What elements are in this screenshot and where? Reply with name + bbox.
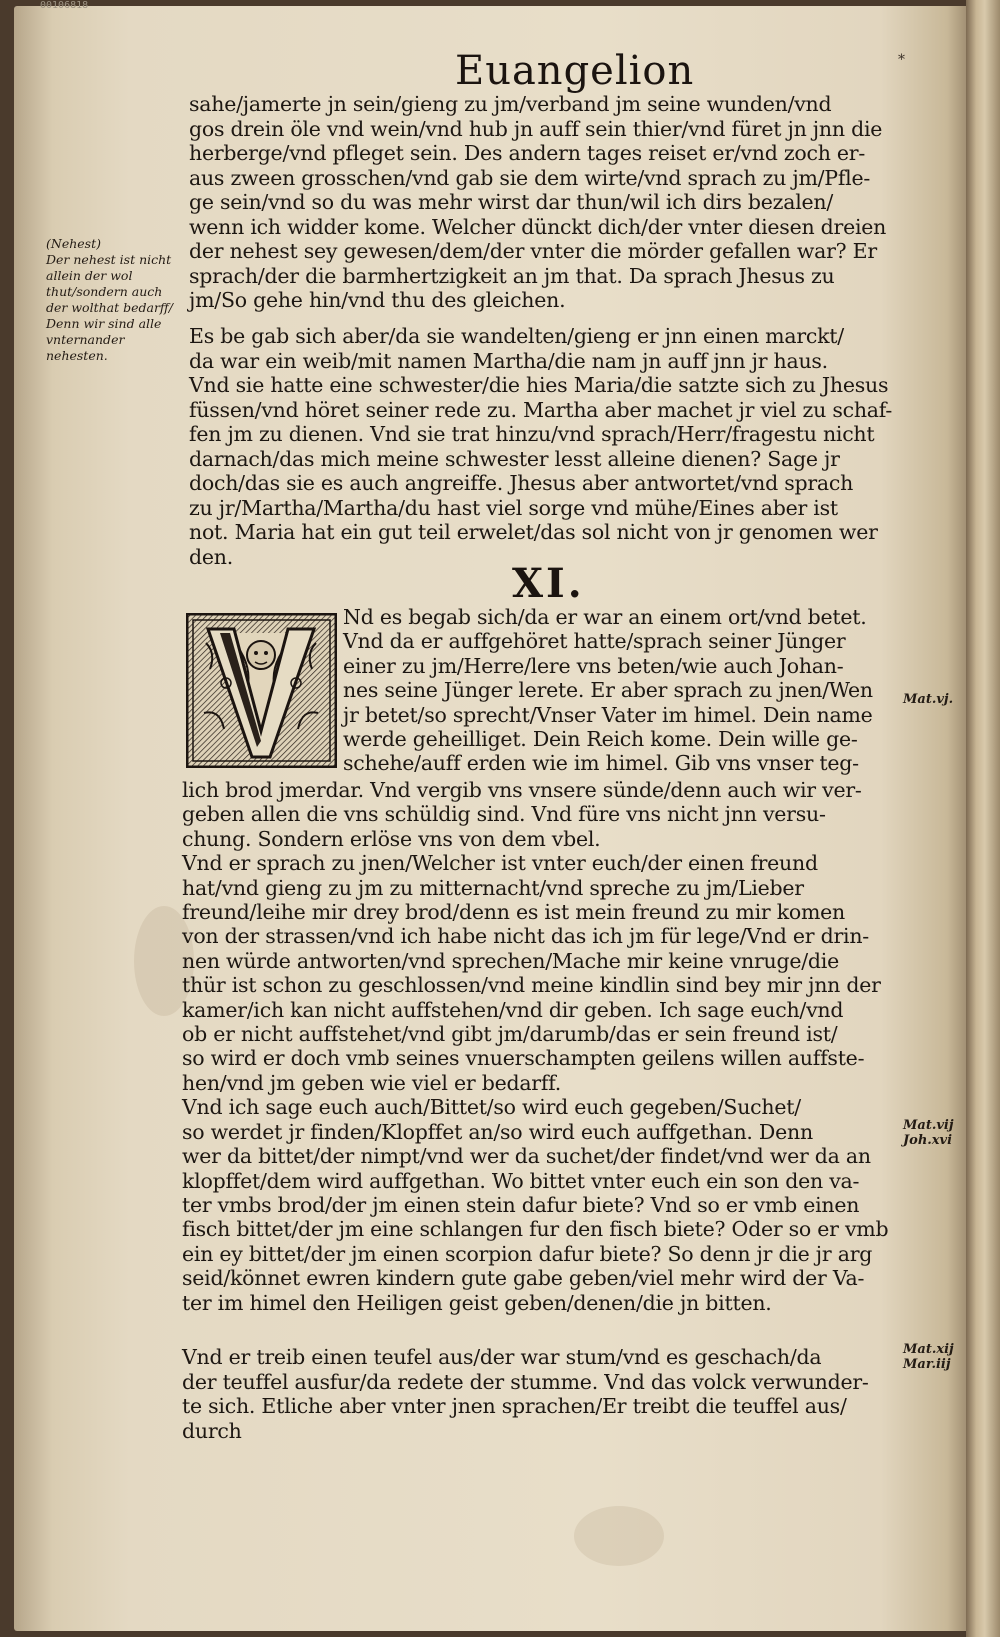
page-edges	[966, 0, 1000, 1637]
page-stain	[574, 1506, 664, 1566]
page-id: 00106818	[40, 0, 89, 11]
paragraph: Vnd er treib einen teufel aus/der war stum/vnd es geschach/da der teuffel ausfur/da redete der stumme. Vnd das volck verwunder- te sich. Etliche aber vnter jnen sprachen/Er treibt die teuffel aus/ durch	[182, 1345, 869, 1443]
woodcut-initial-svg	[186, 613, 337, 768]
paragraph: sahe/jamerte jn sein/gieng zu jm/verband jm seine wunden/vnd gos drein öle vnd wein/vnd hub jn auff sein thier/vnd füret jn jnn die herberge/vnd pfleget sein. Des andern tages reiset er/vnd zoch er- aus zween grosschen/vnd gab sie dem wirte/vnd sprach zu jm/Pfle- ge sein/vnd so du was mehr wirst dar thun/wil ich dirs bezalen/ wenn ich widder kome. Welcher dünckt dich/der vnter diesen dreien der nehest sey gewesen/dem/der vnter die mörder gefallen war? Er sprach/der die barmhertzigkeit an jm that. Da sprach Jhesus zu jm/So gehe hin/vnd thu des gleichen.	[189, 92, 887, 312]
paragraph: lich brod jmerdar. Vnd vergib vns vnsere sünde/denn auch wir ver- geben allen die vns schüldig sind. Vnd füre vns nicht jnn versu- chung. Sondern erlöse vns von dem vbel. Vnd er sprach zu jnen/Welcher ist vnter euch/der einen freund hat/vnd gieng zu jm zu mitternacht/vnd spreche zu jm/Lieber freund/leihe mir drey brod/denn es ist mein freund zu mir komen von der strassen/vnd ich habe nicht das ich jm für lege/Vnd er drin- nen würde antworten/vnd sprechen/Mache mir keine vnruge/die thür ist schon zu geschlossen/vnd meine kindlin sind bey mir jnn der kamer/ich kan nicht auffstehen/vnd dir geben. Ich sage euch/vnd ob er nicht auffstehet/vnd gibt jm/darumb/das er sein freund ist/ so wird er doch vmb seines vnuerschampten geilens willen auffste- hen/vnd jm geben wie viel er bedarff. Vnd ich sage euch auch/Bittet/so wird euch gegeben/Suchet/ so werdet jr finden/Klopffet an/so wird euch auffgethan. Denn wer da bittet/der nimpt/vnd wer da suchet/der findet/vnd wer da an klopffet/dem wird auffgethan. Wo bittet vnter euch ein son den va- ter vmbs brod/der jm einen stein dafur biete? Vnd so er vmb einen fisch bittet/der jm eine schlangen fur den fisch biete? Oder so er vmb ein ey bittet/der jm einen scorpion dafur biete? So denn jr die jr arg seid/könnet ewren kindern gute gabe geben/viel mehr wird der Va- ter im himel den Heiligen geist geben/denen/die jn bitten.	[182, 778, 889, 1315]
margin-note: (Nehest) Der nehest ist nicht allein der wol thut/sondern auch der wolthat bedarff/ Denn wir sind alle vnternander nehesten.	[46, 236, 173, 363]
margin-ref: Mat.xij Mar.iij	[903, 1342, 954, 1372]
running-head: Euangelion	[455, 48, 695, 94]
chapter-number: XI.	[512, 560, 585, 607]
paragraph: Nd es begab sich/da er war an einem ort/vnd betet. Vnd da er auffgehöret hatte/sprach seiner Jünger einer zu jm/Herre/lere vns beten/wie auch Johan- nes seine Jünger lerete. Er aber sprach zu jnen/Wen jr betet/so sprecht/Vnser Vater im himel. Dein name werde geheilliget. Dein Reich kome. Dein wille ge- schehe/auff erden wie im himel. Gib vns vnser teg-	[343, 605, 873, 776]
star-mark: *	[898, 52, 905, 68]
woodcut-initial	[186, 613, 337, 768]
margin-ref: Mat.vij Joh.xvi	[903, 1118, 954, 1148]
margin-ref: Mat.vj.	[903, 692, 954, 707]
paragraph: Es be gab sich aber/da sie wandelten/gieng er jnn einen marckt/ da war ein weib/mit namen Martha/die nam jn auff jnn jr haus. Vnd sie hatte eine schwester/die hies Maria/die satzte sich zu Jhesus füssen/vnd höret seiner rede zu. Martha aber machet jr viel zu schaf- fen jm zu dienen. Vnd sie trat hinzu/vnd sprach/Herr/fragestu nicht darnach/das mich meine schwester lesst alleine dienen? Sage jr doch/das sie es auch angreiffe. Jhesus aber antwortet/vnd sprach zu jr/Martha/Martha/du hast viel sorge vnd mühe/Eines aber ist not. Maria hat ein gut teil erwelet/das sol nicht von jr genomen wer den.	[189, 324, 893, 569]
